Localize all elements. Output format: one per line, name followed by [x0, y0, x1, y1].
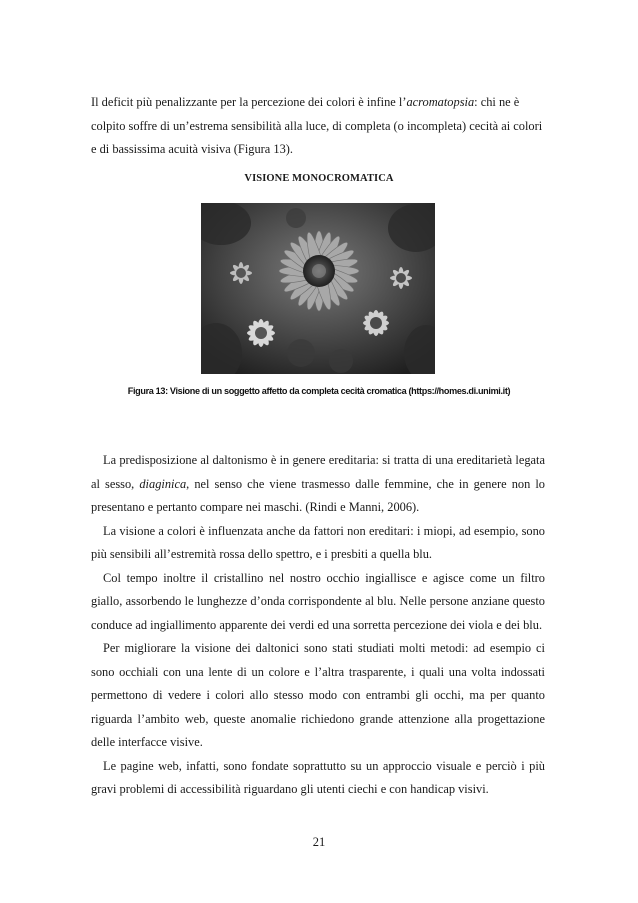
body-text	[91, 449, 545, 802]
paragraph-4: Per migliorare la visione dei daltonici sono stati studiati molti metodi: ad esempio ci sono occhiali con una lente di un colore e l’altra trasparente, i quali una volta indossati permettono di vedere i colori allo stesso modo con entrambi gli occhi, ma per quanto riguarda l’ambito web, queste anomalie richiedono grande attenzione alla progettazione delle interfacce visive.	[91, 641, 545, 749]
paragraph-2: La visione a colori è influenzata anche da fattori non ereditari: i miopi, ad esempio, sono più sensibili all’estremità rossa dello spettro, e i presbiti a quella blu.	[91, 523, 545, 561]
paragraph-1-start: La predisposizione al daltonismo è in genere ereditaria: si tratta di una ereditarietà legata al sesso,	[91, 453, 545, 491]
term-diaginica: diaginica	[139, 476, 187, 491]
intro-paragraph	[91, 91, 545, 162]
page-number: 21	[312, 835, 326, 849]
figure-caption: Figura 13: Visione di un soggetto affetto da completa cecità cromatica (https://homes.di.unimi.it)	[127, 386, 511, 396]
figure-heading: VISIONE MONOCROMATICA	[244, 173, 394, 184]
monochrome-flowers-photo	[201, 203, 435, 374]
intro-text-end: : chi ne è colpito soffre di un’estrema sensibilità alla luce, di completa (o incompleta) cecità ai colori e di bassissima acuità visiva (Figura 13).	[91, 95, 543, 156]
paragraph-1	[91, 449, 545, 520]
paragraph-1-end: , nel senso che viene trasmesso dalle femmine, che in genere non lo presentano e pertanto compare nei maschi. (Rindi e Manni, 2006).	[91, 476, 545, 514]
paragraph-3: Col tempo inoltre il cristallino nel nostro occhio ingiallisce e agisce come un filtro giallo, assorbendo le lunghezze d’onda corrispondente al blu. Nelle persone anziane questo conduce ad ingiallimento apparente dei verdi ed una sorretta percezione dei viola e dei blu.	[91, 570, 545, 632]
term-acromatopsia: acromatopsia	[406, 95, 475, 109]
intro-text-start: Il deficit più penalizzante per la percezione dei colori è infine l’	[91, 95, 407, 109]
paragraph-5: Le pagine web, infatti, sono fondate soprattutto su un approccio visuale e perciò i più gravi problemi di accessibilità riguardano gli utenti ciechi e con handicap visivi.	[91, 758, 545, 796]
